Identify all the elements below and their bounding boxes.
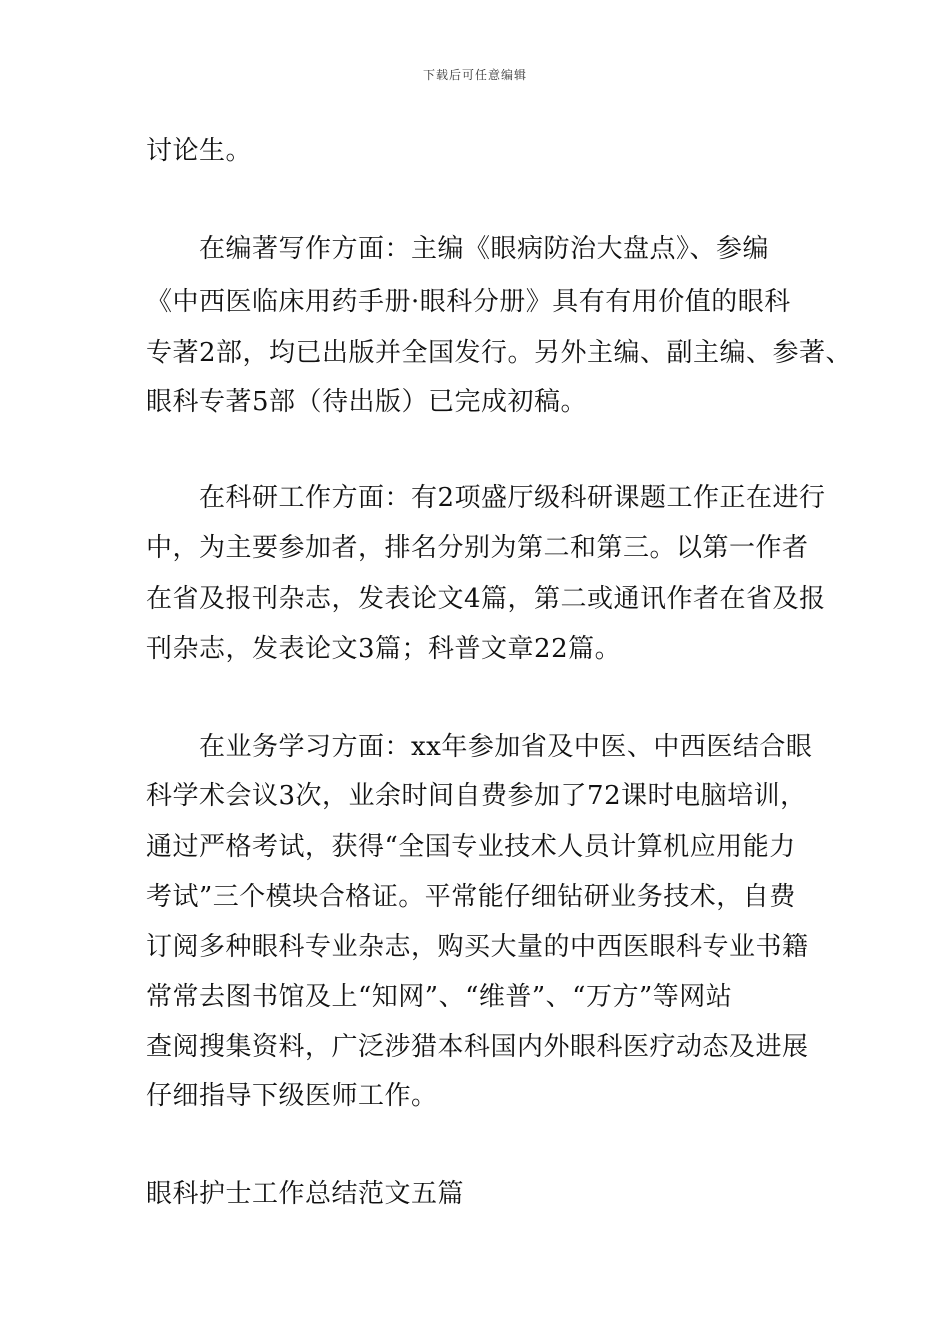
paragraph-1-line-4: 眼科专著5部（待出版）已完成初稿。 — [146, 387, 588, 417]
top-fragment: 讨论生。 — [146, 136, 253, 166]
paragraph-3-line-3: 通过严格考试，获得“全国专业技术人员计算机应用能力 — [146, 832, 796, 862]
paragraph-3-line-6: 常常去图书馆及上“知网”、“维普”、“万方”等网站 — [146, 982, 733, 1012]
paragraph-3-line-5: 订阅多种眼科专业杂志，购买大量的中西医眼科专业书籍 — [146, 932, 809, 962]
paragraph-3-line-4: 考试”三个模块合格证。平常能仔细钻研业务技术，自费 — [146, 882, 796, 912]
paragraph-3-line-7: 查阅搜集资料，广泛涉猎本科国内外眼科医疗动态及进展 — [146, 1032, 809, 1062]
paragraph-3-line-8: 仔细指导下级医师工作。 — [146, 1081, 438, 1111]
paragraph-3-line-2: 科学术会议3次，业余时间自费参加了72课时电脑培训， — [146, 781, 807, 811]
paragraph-1-line-2: 《中西医临床用药手册·眼科分册》具有有用价值的眼科 — [146, 287, 791, 317]
paragraph-2-line-2: 中，为主要参加者，排名分别为第二和第三。以第一作者 — [146, 533, 809, 563]
page-header-note: 下载后可任意编辑 — [422, 68, 527, 82]
paragraph-3-line-1: 在业务学习方面：xx年参加省及中医、中西医结合眼 — [199, 732, 813, 762]
paragraph-2-line-1: 在科研工作方面：有2项盛厅级科研课题工作正在进行 — [199, 483, 826, 513]
section-title: 眼科护士工作总结范文五篇 — [146, 1179, 465, 1209]
paragraph-2-line-4: 刊杂志，发表论文3篇；科普文章22篇。 — [146, 634, 622, 664]
paragraph-2-line-3: 在省及报刊杂志，发表论文4篇，第二或通讯作者在省及报 — [146, 584, 826, 614]
paragraph-1-line-1: 在编著写作方面：主编《眼病防治大盘点》、参编 — [199, 234, 770, 264]
paragraph-1-line-3: 专著2部，均已出版并全国发行。另外主编、副主编、参著、 — [146, 338, 853, 368]
